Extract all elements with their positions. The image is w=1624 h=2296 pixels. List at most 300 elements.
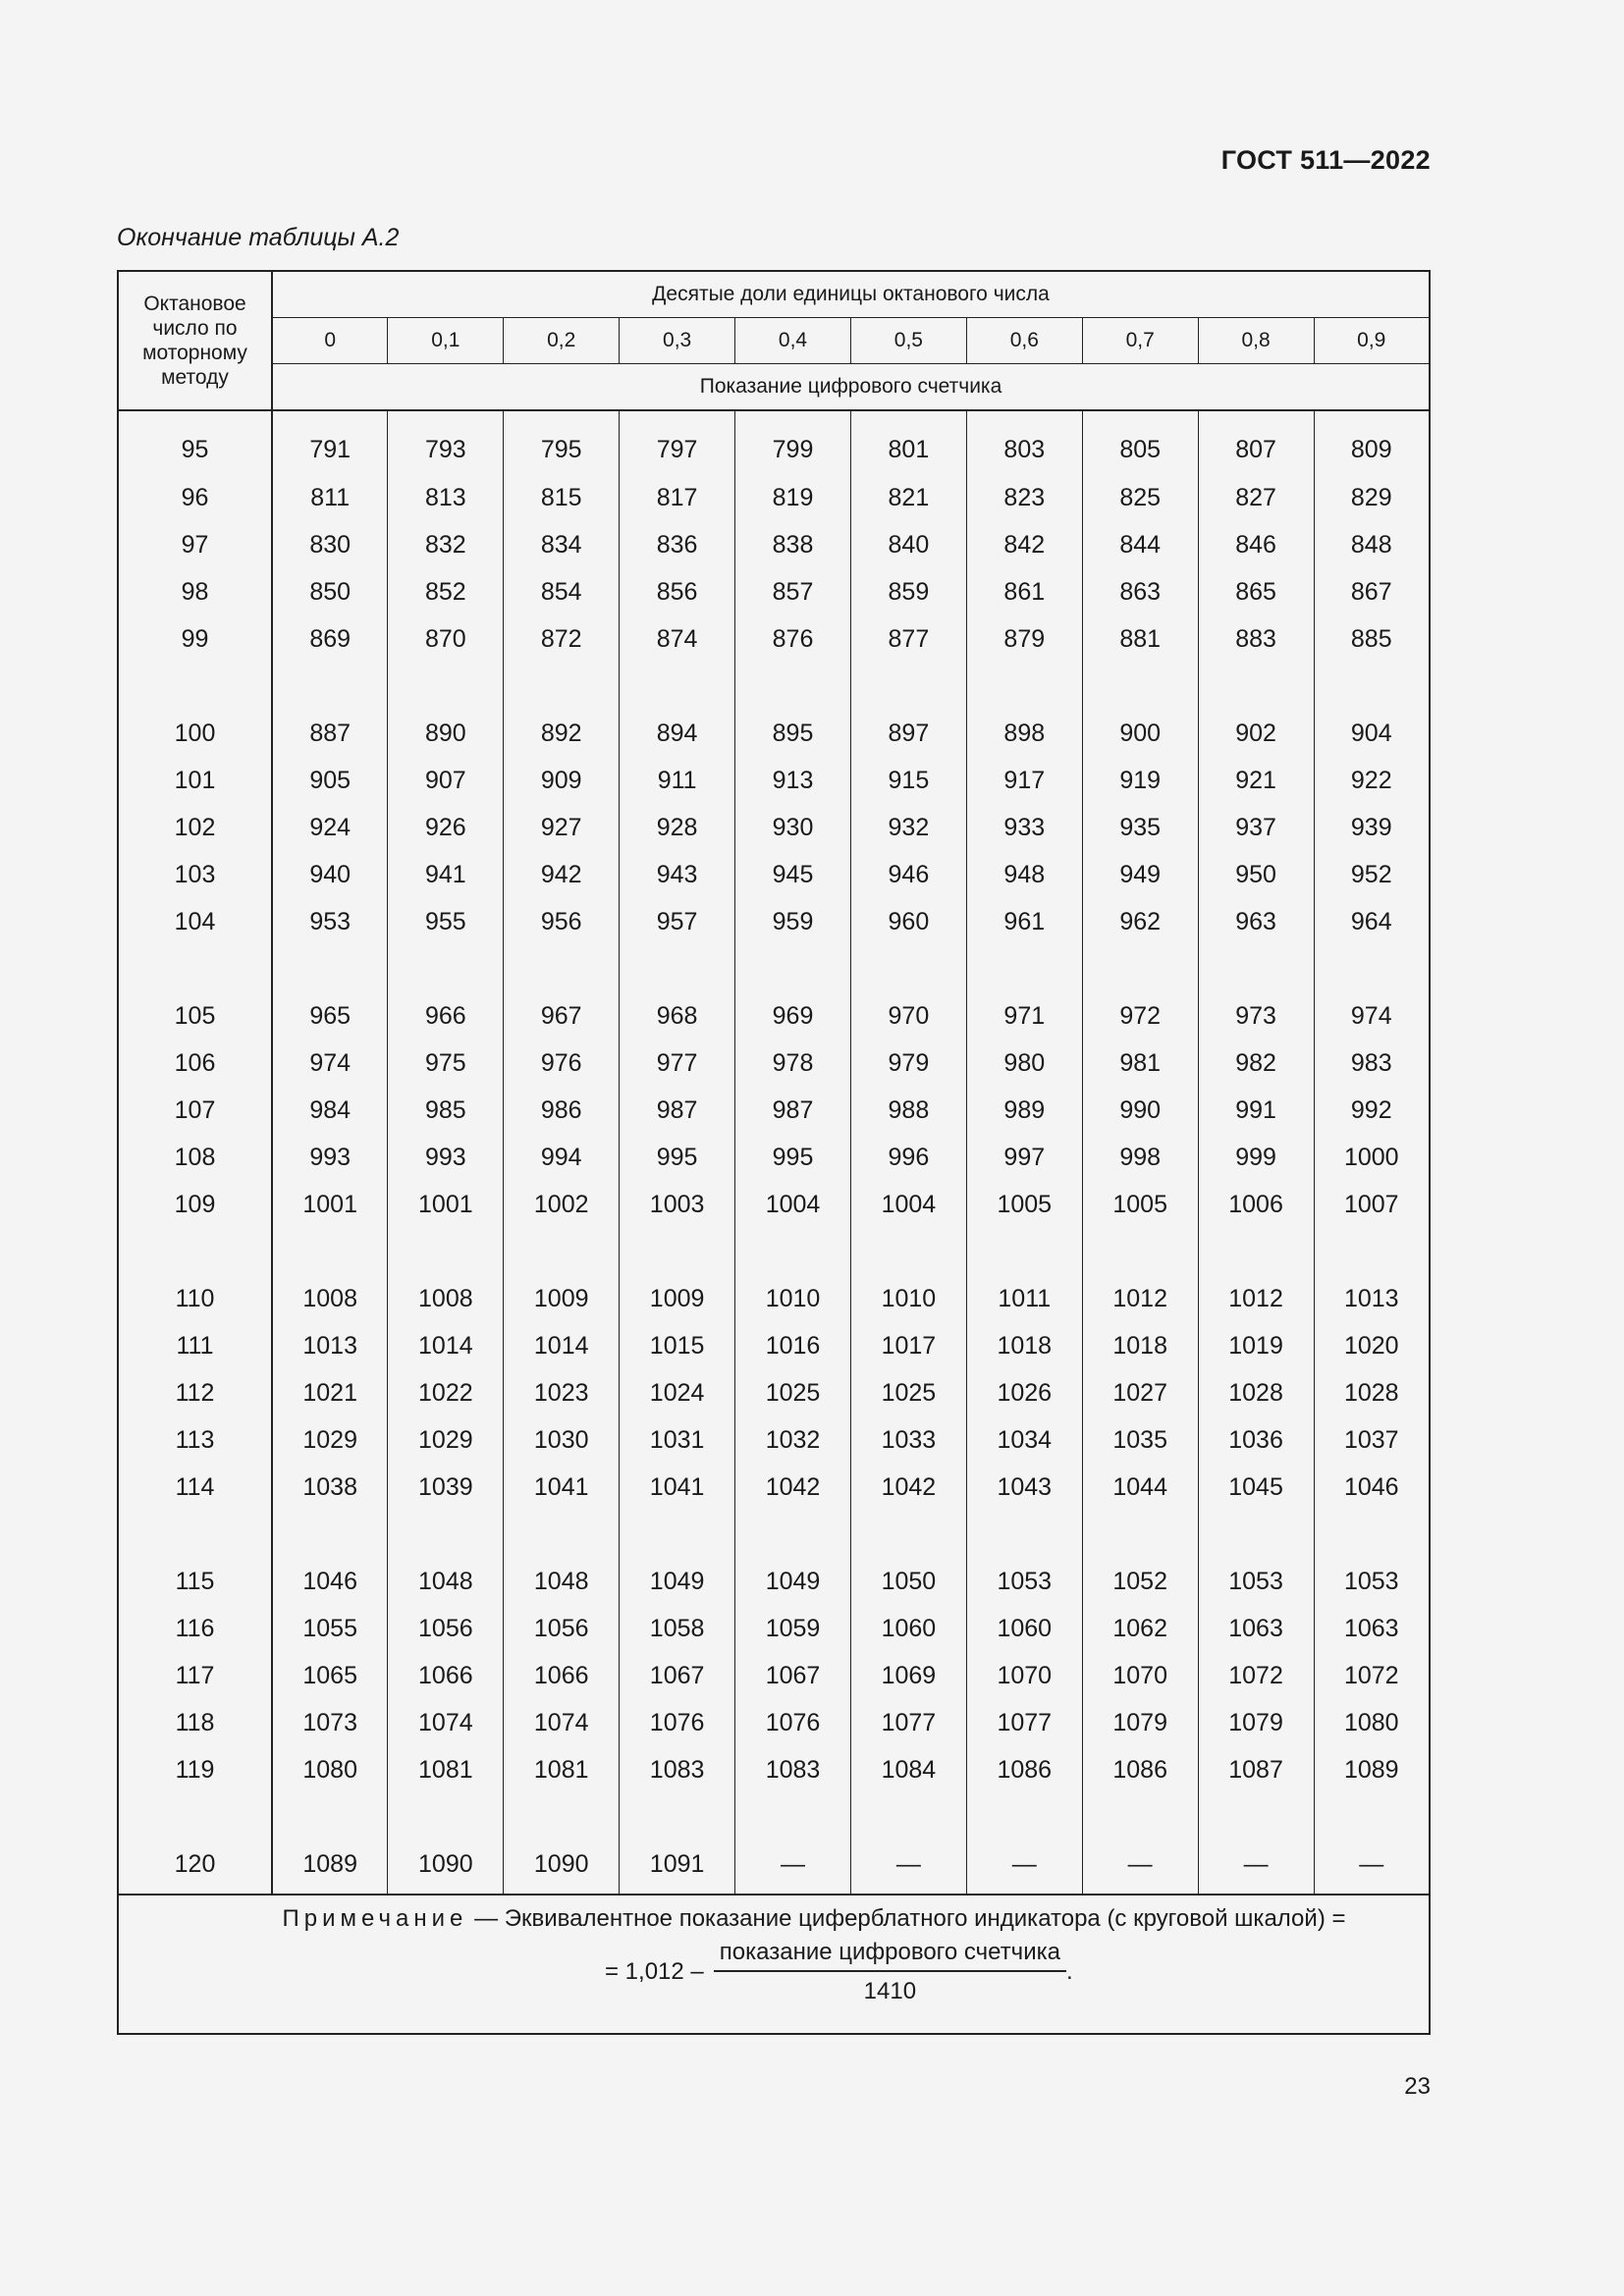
reading-cell: 1029 bbox=[272, 1416, 388, 1464]
reading-cell: 952 bbox=[1350, 860, 1392, 888]
tenths-group-header: Десятые доли единицы октанового числа bbox=[272, 271, 1430, 318]
reading-cell: 1056 bbox=[388, 1605, 504, 1652]
table-body bbox=[118, 410, 1430, 1895]
reading-cell: 1020 bbox=[1343, 1331, 1399, 1360]
reading-cell: 791 bbox=[272, 410, 388, 474]
spacer-cell bbox=[966, 1228, 1082, 1275]
reading-cell: 1024 bbox=[620, 1369, 735, 1416]
reading-header: Показание цифрового счетчика bbox=[272, 364, 1430, 411]
reading-cell: 1043 bbox=[966, 1464, 1082, 1511]
reading-cell: 943 bbox=[620, 851, 735, 898]
reading-cell: 1076 bbox=[735, 1699, 851, 1746]
spacer-cell bbox=[1198, 945, 1314, 992]
reading-cell: 1018 bbox=[966, 1322, 1082, 1369]
reading-cell: 913 bbox=[735, 757, 851, 804]
reading-cell: 1034 bbox=[966, 1416, 1082, 1464]
reading-cell: 876 bbox=[735, 615, 851, 663]
reading-cell: 1002 bbox=[504, 1181, 620, 1228]
octane-cell: 111 bbox=[118, 1322, 272, 1369]
spacer-cell bbox=[850, 945, 966, 992]
reading-cell: 1008 bbox=[272, 1275, 388, 1322]
reading-cell: 905 bbox=[272, 757, 388, 804]
reading-cell: — bbox=[1359, 1849, 1384, 1878]
reading-cell: 1013 bbox=[1343, 1284, 1399, 1312]
reading-cell: 821 bbox=[850, 474, 966, 521]
octane-cell: 118 bbox=[118, 1699, 272, 1746]
reading-cell: 1009 bbox=[504, 1275, 620, 1322]
reading-cell: 1046 bbox=[272, 1558, 388, 1605]
table-row bbox=[118, 1558, 1430, 1605]
table-row bbox=[118, 1322, 1430, 1369]
table-row bbox=[118, 1464, 1430, 1511]
reading-cell: 1025 bbox=[735, 1369, 851, 1416]
table-row bbox=[118, 1087, 1430, 1134]
reading-cell: 823 bbox=[966, 474, 1082, 521]
spacer-cell bbox=[1082, 1793, 1198, 1841]
reading-cell: 937 bbox=[1198, 804, 1314, 851]
reading-cell: 1077 bbox=[850, 1699, 966, 1746]
table-caption: Окончание таблицы А.2 bbox=[117, 224, 400, 251]
reading-cell: 890 bbox=[388, 710, 504, 757]
reading-cell: 797 bbox=[620, 410, 735, 474]
table-row bbox=[118, 1652, 1430, 1699]
reading-cell: 960 bbox=[850, 898, 966, 945]
reading-cell: 911 bbox=[620, 757, 735, 804]
reading-cell: 996 bbox=[850, 1134, 966, 1181]
reading-cell: 1086 bbox=[1082, 1746, 1198, 1793]
spacer-cell bbox=[272, 1228, 388, 1275]
reading-cell: 979 bbox=[850, 1040, 966, 1087]
reading-cell: 1070 bbox=[1082, 1652, 1198, 1699]
reading-cell: 846 bbox=[1198, 521, 1314, 568]
reading-cell: 815 bbox=[504, 474, 620, 521]
spacer-cell bbox=[850, 1793, 966, 1841]
reading-cell: 965 bbox=[272, 992, 388, 1040]
spacer-cell bbox=[735, 663, 851, 710]
reading-cell: 869 bbox=[272, 615, 388, 663]
spacer-cell bbox=[966, 1511, 1082, 1558]
spacer-cell bbox=[1082, 663, 1198, 710]
reading-cell: 976 bbox=[504, 1040, 620, 1087]
reading-cell: 1087 bbox=[1198, 1746, 1314, 1793]
reading-cell: 1077 bbox=[966, 1699, 1082, 1746]
reading-cell: 1013 bbox=[272, 1322, 388, 1369]
table-row bbox=[118, 804, 1430, 851]
reading-cell: 941 bbox=[388, 851, 504, 898]
reading-cell: 1012 bbox=[1198, 1275, 1314, 1322]
octane-cell: 101 bbox=[118, 757, 272, 804]
tenth-header: 0,9 bbox=[1314, 318, 1430, 364]
reading-cell: 981 bbox=[1082, 1040, 1198, 1087]
reading-cell: 1080 bbox=[272, 1746, 388, 1793]
table-row bbox=[118, 474, 1430, 521]
reading-cell: 900 bbox=[1082, 710, 1198, 757]
reading-cell: 883 bbox=[1198, 615, 1314, 663]
reading-cell: — bbox=[735, 1841, 851, 1895]
reading-cell: 945 bbox=[735, 851, 851, 898]
reading-cell: 1072 bbox=[1343, 1661, 1399, 1689]
reading-cell: 870 bbox=[388, 615, 504, 663]
octane-cell: 98 bbox=[118, 568, 272, 615]
reading-cell: 987 bbox=[735, 1087, 851, 1134]
reading-cell: 1079 bbox=[1082, 1699, 1198, 1746]
reading-cell: 963 bbox=[1198, 898, 1314, 945]
tenths-header-row bbox=[118, 318, 1430, 364]
reading-cell: 950 bbox=[1198, 851, 1314, 898]
reading-cell: 1065 bbox=[272, 1652, 388, 1699]
reading-cell: 909 bbox=[504, 757, 620, 804]
reading-cell: 915 bbox=[850, 757, 966, 804]
reading-cell: 1080 bbox=[1343, 1708, 1399, 1736]
standard-number: ГОСТ 511—2022 bbox=[1220, 145, 1431, 175]
reading-cell: — bbox=[1198, 1841, 1314, 1895]
table-row bbox=[118, 710, 1430, 757]
reading-cell: 1050 bbox=[850, 1558, 966, 1605]
page-number: 23 bbox=[1404, 2073, 1431, 2100]
reading-cell: 799 bbox=[735, 410, 851, 474]
reading-cell: 1004 bbox=[850, 1181, 966, 1228]
reading-cell: 829 bbox=[1350, 483, 1392, 511]
reading-cell: 973 bbox=[1198, 992, 1314, 1040]
reading-cell: 964 bbox=[1350, 907, 1392, 935]
spacer-row bbox=[118, 1793, 1430, 1841]
reading-cell: 1003 bbox=[620, 1181, 735, 1228]
reading-cell: 1035 bbox=[1082, 1416, 1198, 1464]
reading-cell: 1007 bbox=[1343, 1190, 1399, 1218]
reading-cell: 1042 bbox=[735, 1464, 851, 1511]
reading-cell: 955 bbox=[388, 898, 504, 945]
reading-cell: 850 bbox=[272, 568, 388, 615]
formula-suffix: . bbox=[1065, 1958, 1073, 1985]
reading-cell: 1053 bbox=[1343, 1567, 1399, 1595]
octane-cell: 117 bbox=[118, 1652, 272, 1699]
spacer-cell bbox=[966, 1793, 1082, 1841]
reading-cell: 1076 bbox=[620, 1699, 735, 1746]
spacer-cell bbox=[735, 1511, 851, 1558]
reading-cell: 919 bbox=[1082, 757, 1198, 804]
octane-cell: 106 bbox=[118, 1040, 272, 1087]
reading-cell: 1009 bbox=[620, 1275, 735, 1322]
reading-cell: 1053 bbox=[966, 1558, 1082, 1605]
reading-cell: 974 bbox=[272, 1040, 388, 1087]
reading-cell: 992 bbox=[1350, 1095, 1392, 1124]
reading-cell: 1046 bbox=[1343, 1472, 1399, 1501]
reading-cell: 990 bbox=[1082, 1087, 1198, 1134]
reading-cell: — bbox=[850, 1841, 966, 1895]
reading-cell: 999 bbox=[1198, 1134, 1314, 1181]
reading-cell: 1032 bbox=[735, 1416, 851, 1464]
reading-cell: 872 bbox=[504, 615, 620, 663]
octane-cell: 110 bbox=[118, 1275, 272, 1322]
reading-cell: 924 bbox=[272, 804, 388, 851]
reading-cell: 1056 bbox=[504, 1605, 620, 1652]
reading-cell: 1028 bbox=[1198, 1369, 1314, 1416]
tenth-header: 0,7 bbox=[1082, 318, 1198, 364]
spacer-cell bbox=[504, 1511, 620, 1558]
reading-cell: 795 bbox=[504, 410, 620, 474]
reading-cell: 982 bbox=[1198, 1040, 1314, 1087]
octane-cell: 109 bbox=[118, 1181, 272, 1228]
reading-cell: 1049 bbox=[620, 1558, 735, 1605]
spacer-cell bbox=[118, 1793, 272, 1841]
reading-cell: 977 bbox=[620, 1040, 735, 1087]
reading-cell: 1045 bbox=[1198, 1464, 1314, 1511]
reading-cell: 1041 bbox=[620, 1464, 735, 1511]
reading-cell: 881 bbox=[1082, 615, 1198, 663]
reading-cell: 935 bbox=[1082, 804, 1198, 851]
reading-cell: 1086 bbox=[966, 1746, 1082, 1793]
reading-cell: 984 bbox=[272, 1087, 388, 1134]
reading-cell: 1012 bbox=[1082, 1275, 1198, 1322]
reading-cell: 995 bbox=[735, 1134, 851, 1181]
table-row bbox=[118, 1275, 1430, 1322]
tenth-header: 0,4 bbox=[735, 318, 851, 364]
reading-cell: 1029 bbox=[388, 1416, 504, 1464]
reading-cell: 830 bbox=[272, 521, 388, 568]
spacer-cell bbox=[272, 1511, 388, 1558]
note-line bbox=[119, 1896, 1429, 1933]
reading-cell: 874 bbox=[620, 615, 735, 663]
note-text: — Эквивалентное показание циферблатного индикатора (с круговой шкалой) = bbox=[467, 1905, 1346, 1932]
reading-cell: 1005 bbox=[966, 1181, 1082, 1228]
tenth-header: 0,2 bbox=[504, 318, 620, 364]
reading-cell: 844 bbox=[1082, 521, 1198, 568]
reading-cell: 1069 bbox=[850, 1652, 966, 1699]
spacer-cell bbox=[118, 663, 272, 710]
spacer-cell bbox=[504, 663, 620, 710]
table-row bbox=[118, 1605, 1430, 1652]
spacer-cell bbox=[1314, 1511, 1430, 1558]
reading-cell: 892 bbox=[504, 710, 620, 757]
table-row bbox=[118, 898, 1430, 945]
reading-cell: 983 bbox=[1350, 1048, 1392, 1077]
reading-cell: 836 bbox=[620, 521, 735, 568]
tenth-header: 0,5 bbox=[850, 318, 966, 364]
reading-cell: 1072 bbox=[1198, 1652, 1314, 1699]
reading-cell: 1008 bbox=[388, 1275, 504, 1322]
reading-cell: 885 bbox=[1350, 624, 1392, 653]
reading-cell: 803 bbox=[966, 410, 1082, 474]
reading-cell: — bbox=[1082, 1841, 1198, 1895]
reading-cell: 991 bbox=[1198, 1087, 1314, 1134]
spacer-cell bbox=[504, 1793, 620, 1841]
reading-cell: 1089 bbox=[272, 1841, 388, 1895]
reading-cell: 933 bbox=[966, 804, 1082, 851]
reading-cell: 842 bbox=[966, 521, 1082, 568]
reading-cell: 1018 bbox=[1082, 1322, 1198, 1369]
reading-cell: 819 bbox=[735, 474, 851, 521]
table-row bbox=[118, 521, 1430, 568]
reading-cell: 1052 bbox=[1082, 1558, 1198, 1605]
reading-cell: 922 bbox=[1350, 766, 1392, 794]
spacer-cell bbox=[620, 1793, 735, 1841]
table-row bbox=[118, 992, 1430, 1040]
reading-cell: 1049 bbox=[735, 1558, 851, 1605]
spacer-cell bbox=[388, 1511, 504, 1558]
reading-cell: 894 bbox=[620, 710, 735, 757]
reading-cell: 1063 bbox=[1198, 1605, 1314, 1652]
reading-cell: 959 bbox=[735, 898, 851, 945]
octane-cell: 97 bbox=[118, 521, 272, 568]
reading-cell: 998 bbox=[1082, 1134, 1198, 1181]
reading-cell: 980 bbox=[966, 1040, 1082, 1087]
spacer-row bbox=[118, 1511, 1430, 1558]
reading-cell: 854 bbox=[504, 568, 620, 615]
octane-cell: 113 bbox=[118, 1416, 272, 1464]
reading-cell: 793 bbox=[388, 410, 504, 474]
reading-cell: 1062 bbox=[1082, 1605, 1198, 1652]
spacer-cell bbox=[1082, 1228, 1198, 1275]
reading-cell: 801 bbox=[850, 410, 966, 474]
reading-cell: 961 bbox=[966, 898, 1082, 945]
reading-cell: 956 bbox=[504, 898, 620, 945]
table-row bbox=[118, 1699, 1430, 1746]
reading-cell: 940 bbox=[272, 851, 388, 898]
reading-cell: 863 bbox=[1082, 568, 1198, 615]
reading-cell: 989 bbox=[966, 1087, 1082, 1134]
reading-cell: 1058 bbox=[620, 1605, 735, 1652]
tenth-header: 0,8 bbox=[1198, 318, 1314, 364]
spacer-cell bbox=[620, 663, 735, 710]
reading-cell: 1005 bbox=[1082, 1181, 1198, 1228]
octane-cell: 116 bbox=[118, 1605, 272, 1652]
reading-cell: 1011 bbox=[966, 1275, 1082, 1322]
spacer-cell bbox=[850, 663, 966, 710]
reading-cell: 861 bbox=[966, 568, 1082, 615]
reading-cell: 1090 bbox=[388, 1841, 504, 1895]
reading-cell: 809 bbox=[1350, 435, 1392, 463]
reading-cell: 1073 bbox=[272, 1699, 388, 1746]
spacer-cell bbox=[850, 1228, 966, 1275]
reading-cell: 1066 bbox=[504, 1652, 620, 1699]
reading-cell: 928 bbox=[620, 804, 735, 851]
reading-cell: 1067 bbox=[620, 1652, 735, 1699]
reading-cell: 1001 bbox=[272, 1181, 388, 1228]
reading-cell: 1030 bbox=[504, 1416, 620, 1464]
reading-cell: 813 bbox=[388, 474, 504, 521]
reading-cell: 1036 bbox=[1198, 1416, 1314, 1464]
spacer-cell bbox=[1314, 663, 1430, 710]
reading-cell: 932 bbox=[850, 804, 966, 851]
reading-cell: 970 bbox=[850, 992, 966, 1040]
octane-cell: 100 bbox=[118, 710, 272, 757]
spacer-cell bbox=[118, 945, 272, 992]
reading-cell: 1048 bbox=[504, 1558, 620, 1605]
table-note bbox=[118, 1895, 1430, 2034]
spacer-cell bbox=[272, 663, 388, 710]
spacer-cell bbox=[620, 1511, 735, 1558]
reading-cell: 975 bbox=[388, 1040, 504, 1087]
table-row bbox=[118, 1369, 1430, 1416]
spacer-cell bbox=[620, 1228, 735, 1275]
octane-cell: 112 bbox=[118, 1369, 272, 1416]
reading-cell: 852 bbox=[388, 568, 504, 615]
reading-cell: 942 bbox=[504, 851, 620, 898]
reading-cell: 877 bbox=[850, 615, 966, 663]
spacer-cell bbox=[1198, 1793, 1314, 1841]
reading-cell: 1017 bbox=[850, 1322, 966, 1369]
table-row bbox=[118, 1134, 1430, 1181]
reading-cell: 1048 bbox=[388, 1558, 504, 1605]
spacer-cell bbox=[966, 945, 1082, 992]
reading-cell: 1037 bbox=[1343, 1425, 1399, 1454]
reading-cell: 962 bbox=[1082, 898, 1198, 945]
reading-cell: 1031 bbox=[620, 1416, 735, 1464]
octane-cell: 107 bbox=[118, 1087, 272, 1134]
octane-cell: 114 bbox=[118, 1464, 272, 1511]
reading-cell: 834 bbox=[504, 521, 620, 568]
spacer-cell bbox=[504, 1228, 620, 1275]
reading-cell: 994 bbox=[504, 1134, 620, 1181]
reading-cell: 856 bbox=[620, 568, 735, 615]
spacer-cell bbox=[1314, 1793, 1430, 1841]
reading-cell: 1041 bbox=[504, 1464, 620, 1511]
spacer-cell bbox=[735, 1228, 851, 1275]
spacer-cell bbox=[272, 1793, 388, 1841]
reading-cell: 1081 bbox=[504, 1746, 620, 1793]
reading-cell: 985 bbox=[388, 1087, 504, 1134]
octane-cell: 119 bbox=[118, 1746, 272, 1793]
reading-cell: 827 bbox=[1198, 474, 1314, 521]
reading-cell: 993 bbox=[388, 1134, 504, 1181]
octane-cell: 120 bbox=[118, 1841, 272, 1895]
reading-cell: 1026 bbox=[966, 1369, 1082, 1416]
reading-cell: 1067 bbox=[735, 1652, 851, 1699]
reading-cell: 825 bbox=[1082, 474, 1198, 521]
octane-cell: 105 bbox=[118, 992, 272, 1040]
reading-cell: 1089 bbox=[1343, 1755, 1399, 1784]
spacer-cell bbox=[735, 945, 851, 992]
reading-cell: 1010 bbox=[735, 1275, 851, 1322]
reading-cell: 1081 bbox=[388, 1746, 504, 1793]
spacer-cell bbox=[118, 1511, 272, 1558]
spacer-cell bbox=[1082, 1511, 1198, 1558]
reading-cell: 887 bbox=[272, 710, 388, 757]
reading-cell: 1021 bbox=[272, 1369, 388, 1416]
reading-cell: 1015 bbox=[620, 1322, 735, 1369]
reading-cell: 1070 bbox=[966, 1652, 1082, 1699]
formula-fraction bbox=[714, 1939, 1066, 2005]
table-row bbox=[118, 1181, 1430, 1228]
spacer-cell bbox=[388, 663, 504, 710]
reading-cell: 895 bbox=[735, 710, 851, 757]
table-row bbox=[118, 1416, 1430, 1464]
note-label: Примечание bbox=[282, 1905, 468, 1932]
spacer-cell bbox=[272, 945, 388, 992]
reading-cell: 927 bbox=[504, 804, 620, 851]
spacer-cell bbox=[504, 945, 620, 992]
reading-cell: 1083 bbox=[620, 1746, 735, 1793]
reading-cell: 939 bbox=[1350, 813, 1392, 841]
octane-table bbox=[117, 270, 1431, 2035]
reading-cell: 848 bbox=[1350, 530, 1392, 559]
reading-cell: 817 bbox=[620, 474, 735, 521]
reading-cell: 1039 bbox=[388, 1464, 504, 1511]
reading-cell: 1060 bbox=[850, 1605, 966, 1652]
spacer-cell bbox=[388, 1793, 504, 1841]
table-row bbox=[118, 615, 1430, 663]
spacer-cell bbox=[620, 945, 735, 992]
reading-cell: 948 bbox=[966, 851, 1082, 898]
reading-cell: 1016 bbox=[735, 1322, 851, 1369]
reading-cell: 1033 bbox=[850, 1416, 966, 1464]
reading-cell: 865 bbox=[1198, 568, 1314, 615]
reading-cell: 974 bbox=[1350, 1001, 1392, 1030]
reading-cell: 897 bbox=[850, 710, 966, 757]
reading-cell: 1060 bbox=[966, 1605, 1082, 1652]
reading-cell: 993 bbox=[272, 1134, 388, 1181]
reading-cell: 1027 bbox=[1082, 1369, 1198, 1416]
